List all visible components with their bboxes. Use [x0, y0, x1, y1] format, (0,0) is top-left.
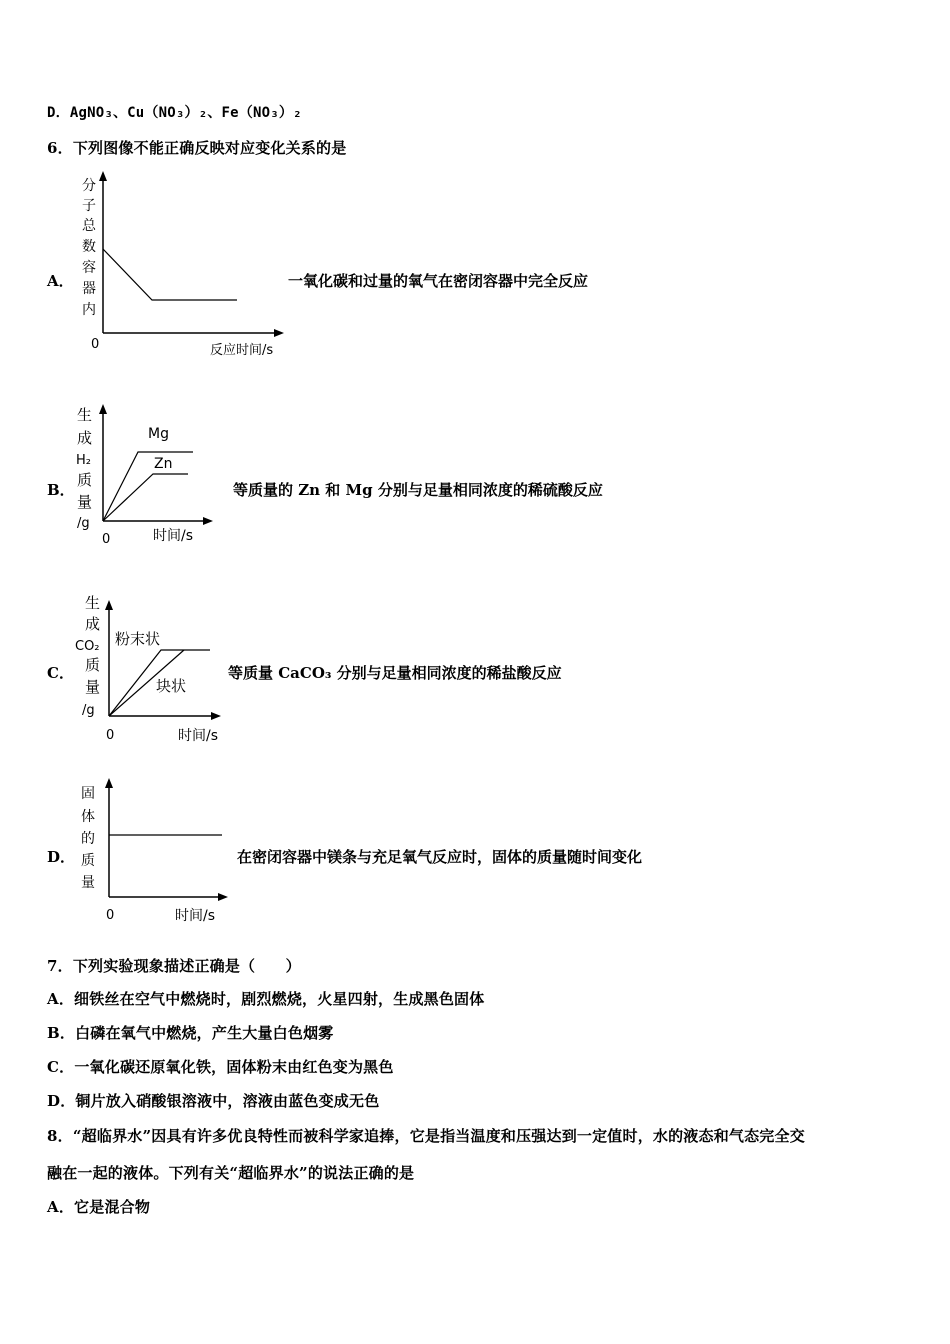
ylabel-char: 数 [82, 239, 96, 255]
x-axis-label: 时间/s [153, 528, 194, 544]
q7-option-c: C．一氧化碳还原氧化铁，固体粉末由红色变为黑色 [47, 1058, 394, 1076]
series-label-powder: 粉末状 [115, 630, 161, 648]
q6-option-c-label: C． [47, 664, 74, 682]
q6-option-a-label: A． [47, 272, 74, 290]
q6-option-d-desc: 在密闭容器中镁条与充足氧气反应时，固体的质量随时间变化 [237, 848, 643, 866]
ylabel-char: 生 [77, 406, 93, 424]
ylabel-char: 的 [81, 831, 95, 847]
q6-option-b-desc: 等质量的 Zn 和 Mg 分别与足量相同浓度的稀硫酸反应 [233, 481, 603, 499]
curve-zn [103, 474, 188, 521]
q8-stem-line1: 8．“超临界水”因具有许多优良特性而被科学家追捧，它是指当温度和压强达到一定值时，水的液态和气态完全交 [47, 1127, 805, 1145]
ylabel-char: H₂ [76, 453, 91, 468]
y-axis-arrow [99, 171, 107, 181]
y-axis-arrow [105, 600, 113, 610]
ylabel-char: 分 [82, 178, 96, 194]
x-axis-arrow [203, 517, 213, 525]
ylabel-char: 质 [85, 656, 101, 674]
ylabel-char: 质 [77, 471, 93, 489]
q7-option-a: A．细铁丝在空气中燃烧时，剧烈燃烧，火星四射，生成黑色固体 [47, 990, 485, 1008]
ylabel-char: 生 [85, 594, 101, 612]
y-axis-arrow [105, 778, 113, 788]
ylabel-char: CO₂ [75, 639, 100, 654]
ylabel-char: /g [77, 516, 90, 531]
q6-figure-c [70, 588, 235, 752]
q6-figure-d [70, 772, 235, 936]
q6-option-b-label: B． [47, 481, 75, 499]
ylabel-char: 成 [85, 615, 101, 633]
x-axis-label: 时间/s [175, 908, 216, 924]
q6-stem: 6．下列图像不能正确反映对应变化关系的是 [47, 139, 347, 157]
ylabel-char: 固 [81, 786, 95, 802]
q7-stem: 7．下列实验现象描述正确是（ ） [47, 957, 301, 975]
q8-option-a: A．它是混合物 [47, 1198, 151, 1216]
curve-mg [103, 452, 193, 521]
origin-label: 0 [102, 532, 111, 547]
ylabel-char: 量 [77, 493, 93, 511]
ylabel-char: 内 [82, 302, 96, 318]
q8-stem-line2: 融在一起的液体。下列有关“超临界水”的说法正确的是 [47, 1164, 415, 1182]
ylabel-char: 器 [82, 281, 96, 297]
ylabel-char: 容 [82, 260, 96, 276]
ylabel-char: 总 [82, 218, 96, 234]
q6-option-c-desc: 等质量 CaCO₃ 分别与足量相同浓度的稀盐酸反应 [228, 664, 562, 682]
ylabel-char: 量 [85, 678, 101, 696]
origin-label: 0 [106, 728, 115, 743]
ylabel-char: 体 [81, 809, 95, 825]
q7-option-d: D．铜片放入硝酸银溶液中，溶液由蓝色变成无色 [47, 1092, 380, 1110]
series-label-zn: Zn [154, 456, 173, 472]
x-axis-arrow [211, 712, 221, 720]
q6-option-d-label: D． [47, 848, 76, 866]
ylabel-char: 质 [81, 853, 95, 869]
series-label-lump: 块状 [156, 677, 187, 695]
series-label-mg: Mg [148, 426, 169, 442]
x-axis-label: 反应时间/s [210, 343, 274, 358]
ylabel-char: /g [82, 703, 95, 718]
curve [103, 249, 237, 300]
ylabel-char: 子 [82, 198, 96, 214]
x-axis-arrow [274, 329, 284, 337]
origin-label: 0 [91, 337, 100, 352]
y-axis-arrow [99, 404, 107, 414]
ylabel-char: 成 [77, 429, 93, 447]
ylabel-char: 量 [81, 875, 95, 891]
q6-figure-a [70, 168, 300, 367]
q6-figure-b [70, 398, 230, 557]
x-axis-arrow [218, 893, 228, 901]
x-axis-label: 时间/s [178, 728, 219, 744]
q5-option-d: D．AgNO₃、Cu（NO₃）₂、Fe（NO₃）₂ [47, 105, 302, 121]
origin-label: 0 [106, 908, 115, 923]
q6-option-a-desc: 一氧化碳和过量的氧气在密闭容器中完全反应 [288, 272, 589, 290]
q7-option-b: B．白磷在氧气中燃烧，产生大量白色烟雾 [47, 1024, 334, 1042]
